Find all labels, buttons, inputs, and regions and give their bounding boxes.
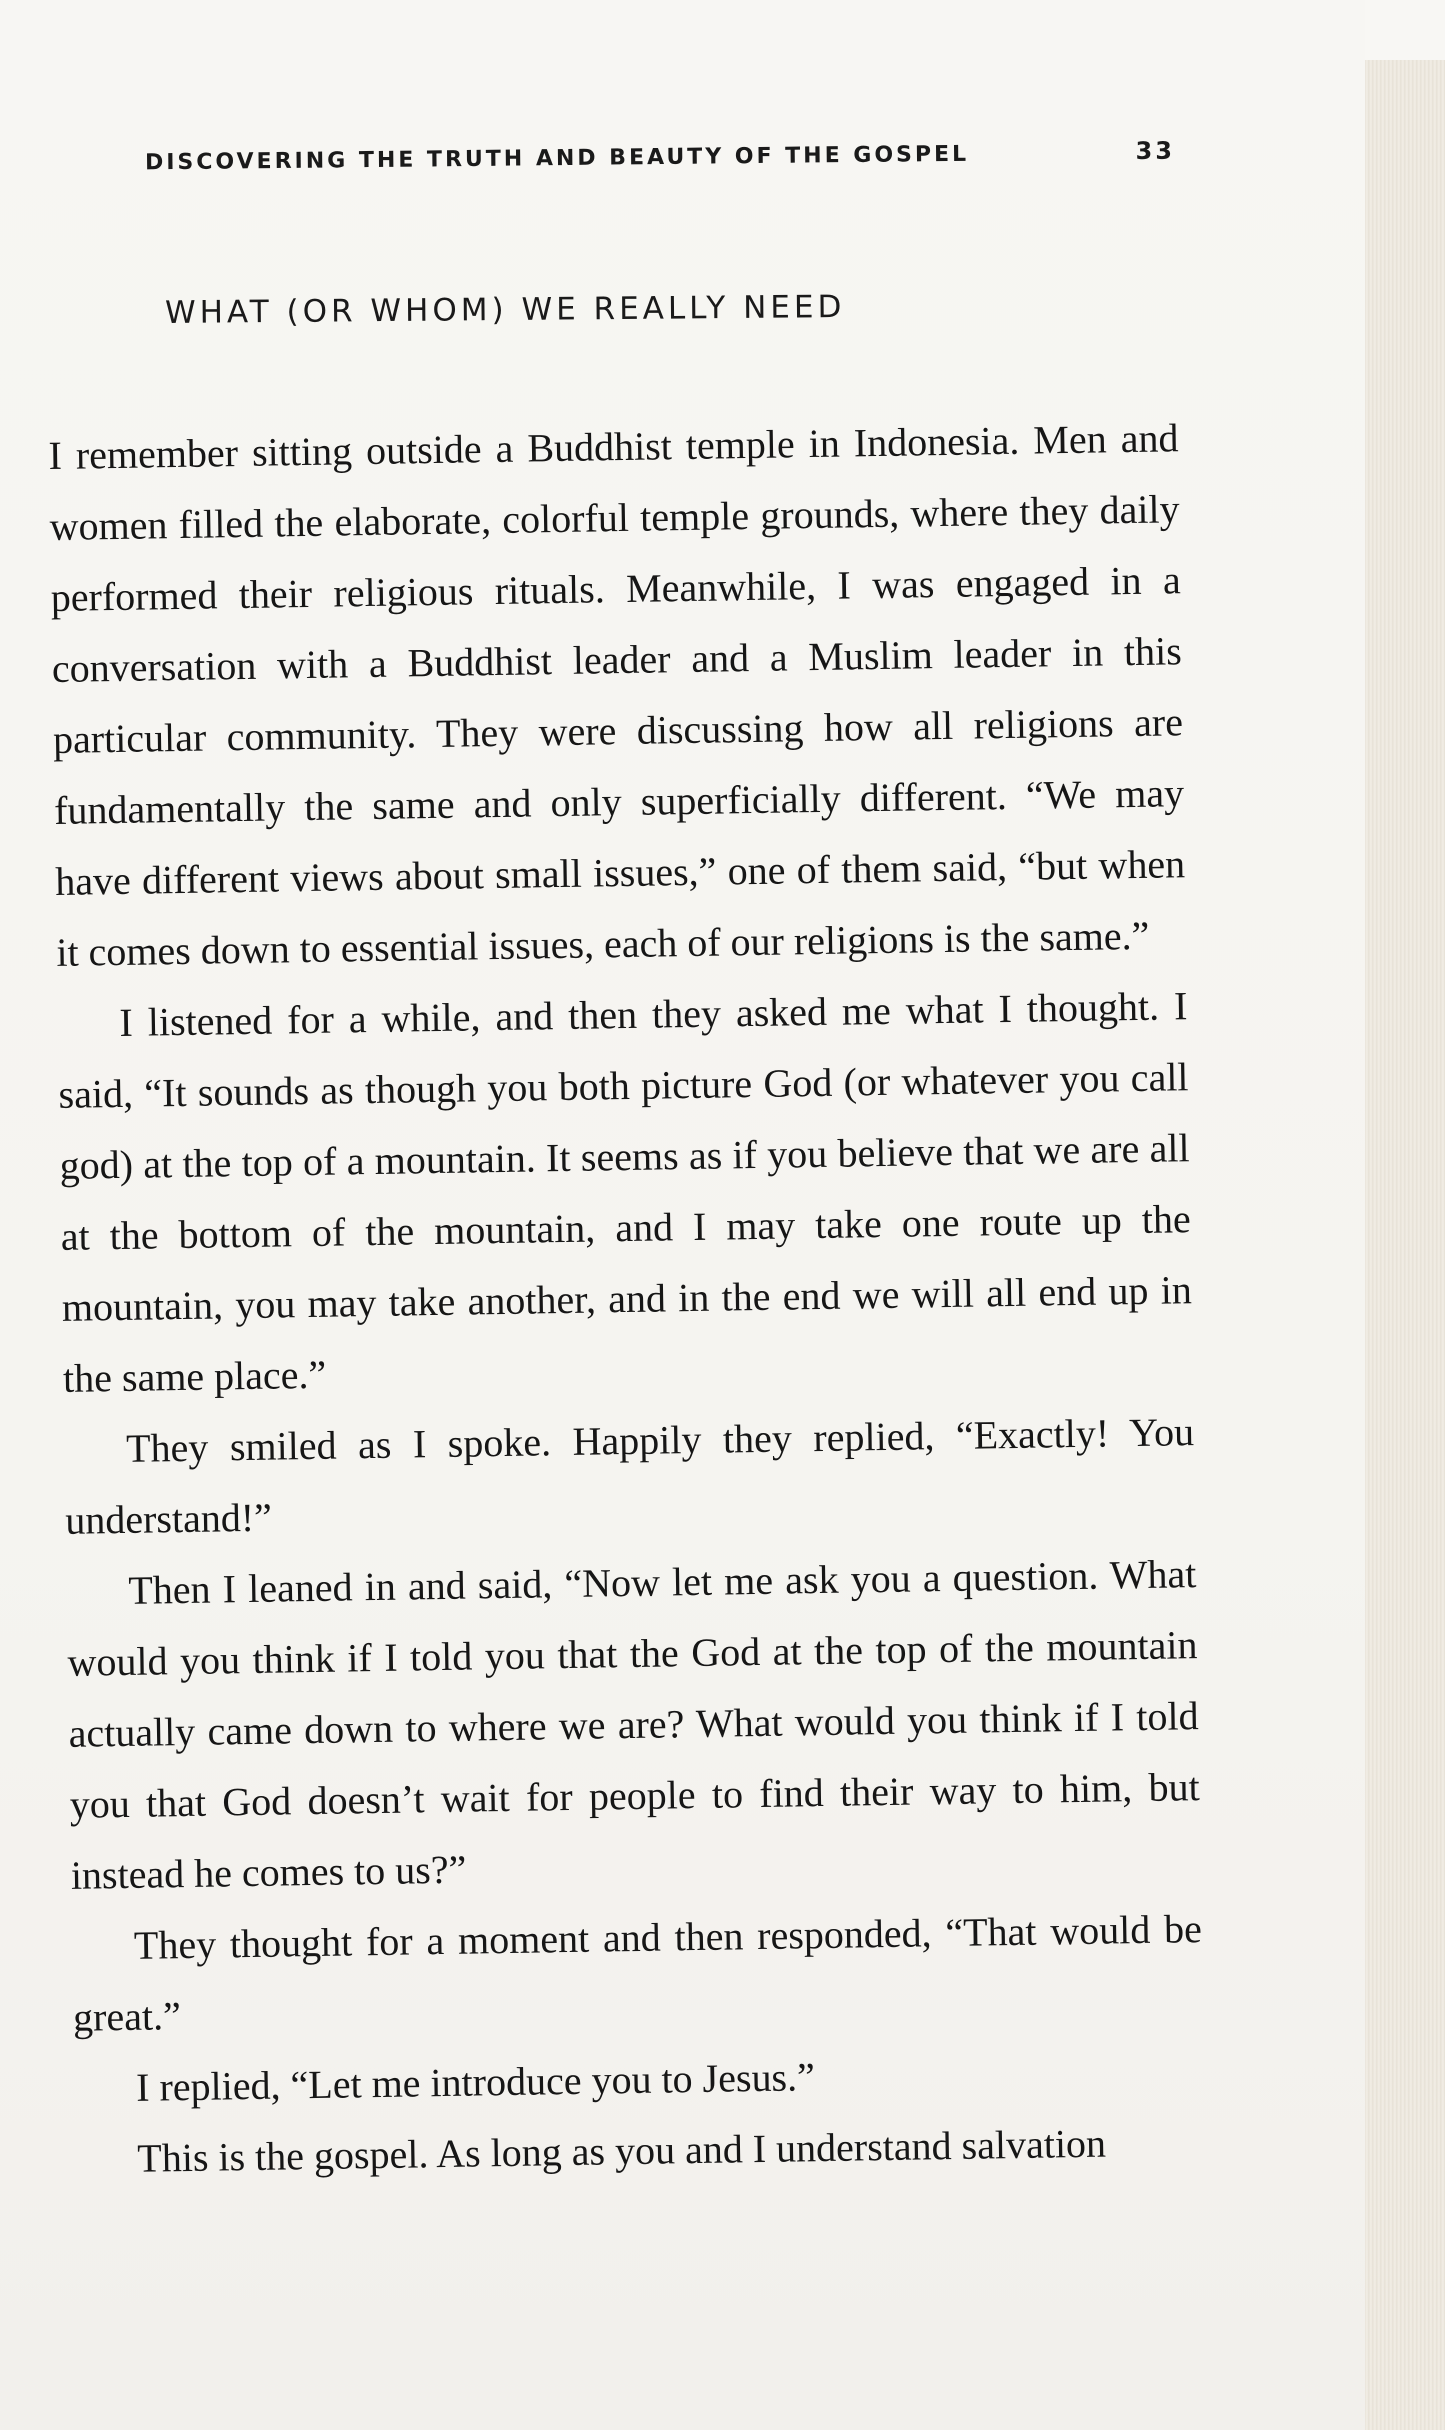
paragraph: This is the gospel. As long as you and I understand salvation — [136, 2120, 1107, 2181]
body-text — [48, 402, 1206, 2195]
section-heading: WHAT (OR WHOM) WE REALLY NEED — [164, 289, 846, 331]
paragraph: I listened for a while, and then they asked me what I thought. I said, “It sounds as though you both picture God (or whatever you call god) at the top of a mountain. It seems as if you believe that we are all at the bottom of the mountain, and I may take one route up the mountain, you may take another, and in the end we will all end up in the same place.” — [58, 983, 1193, 1401]
paragraph: I remember sitting outside a Buddhist temple in Indonesia. Men and women filled the elaborate, colorful temple grounds, where they daily performed their religious rituals. Meanwhile, I was engaged in a conversation with a Buddhist leader and a Muslim leader in this particular community. They were discussing how all religions are fundamentally the same and only superficially different. “We may have different views about small issues,” one of them said, “but when it comes down to essential issues, each of our religions is the same.” — [48, 415, 1186, 975]
page-number: 33 — [1135, 136, 1176, 166]
page-block-edge — [1363, 60, 1445, 2430]
page-header — [145, 137, 1175, 176]
paragraph: They thought for a moment and then responded, “That would be great.” — [72, 1906, 1203, 2040]
running-head: DISCOVERING THE TRUTH AND BEAUTY OF THE GOSPEL — [144, 141, 970, 176]
paragraph: They smiled as I spoke. Happily they replied, “Exactly! You understand!” — [64, 1409, 1195, 1543]
paragraph: I replied, “Let me introduce you to Jesus.” — [135, 2054, 816, 2110]
paragraph: Then I leaned in and said, “Now let me ask you a question. What would you think if I told you that the God at the top of the mountain actually came down to where we are? What would you think if I told you that God doesn’t wait for people to find their way to him, but instead he comes to us?” — [67, 1551, 1200, 1898]
